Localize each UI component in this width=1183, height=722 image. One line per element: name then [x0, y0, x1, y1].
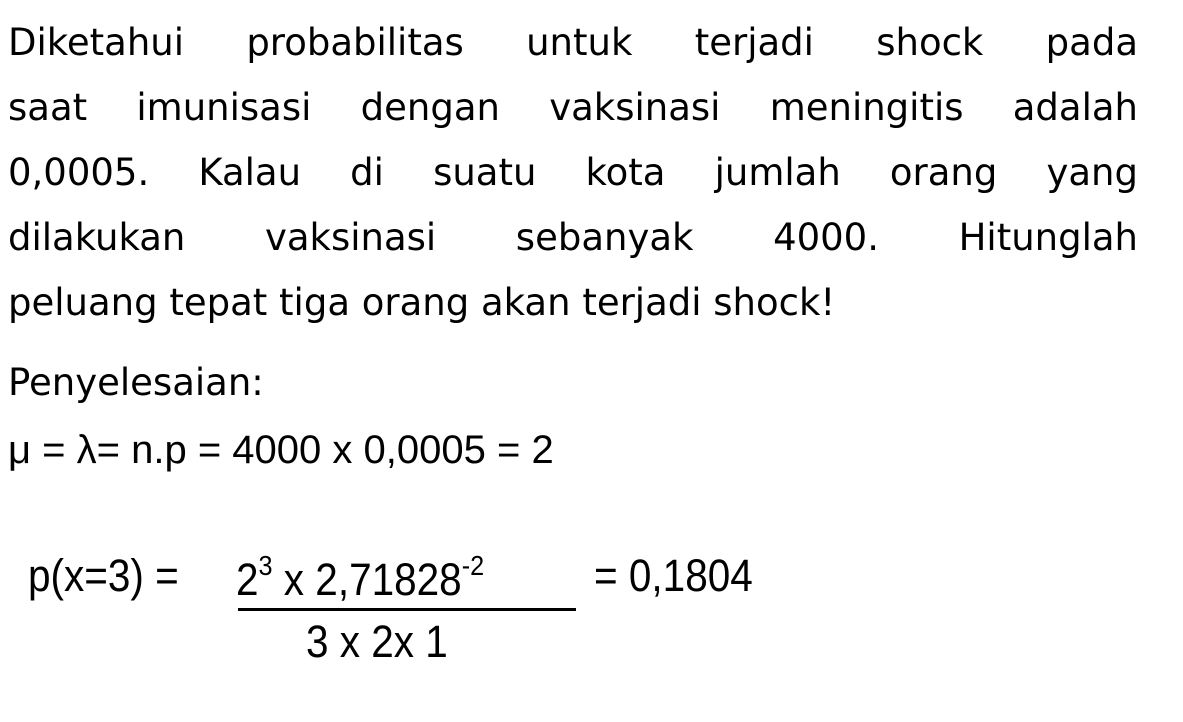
problem-line: Diketahui probabilitas untuk terjadi shock pada: [8, 21, 1138, 64]
solution-heading: Penyelesaian:: [8, 361, 264, 404]
numerator-middle: x 2,71828: [272, 554, 462, 605]
formula-result: = 0,1804: [594, 550, 753, 601]
formula-denominator: 3 x 2x 1: [306, 616, 448, 667]
problem-line: 0,0005. Kalau di suatu kota jumlah orang yang: [8, 151, 1138, 194]
formula-lhs: p(x=3) =: [28, 550, 179, 601]
formula-fraction: [236, 550, 576, 667]
numerator-base: 2: [236, 554, 259, 605]
problem-line: saat imunisasi dengan vaksinasi meningitis adalah: [8, 86, 1138, 129]
document: [8, 0, 1158, 722]
problem-statement: [8, 10, 1138, 335]
poisson-formula: [28, 540, 928, 700]
formula-numerator: [236, 550, 542, 606]
problem-line: peluang tepat tiga orang akan terjadi shock!: [8, 281, 836, 324]
numerator-exponent-2: -2: [461, 550, 485, 581]
fraction-bar: [238, 608, 576, 611]
problem-line: dilakukan vaksinasi sebanyak 4000. Hitunglah: [8, 216, 1138, 259]
mean-equation: μ = λ= n.p = 4000 x 0,0005 = 2: [8, 428, 554, 472]
numerator-exponent: 3: [258, 550, 273, 581]
